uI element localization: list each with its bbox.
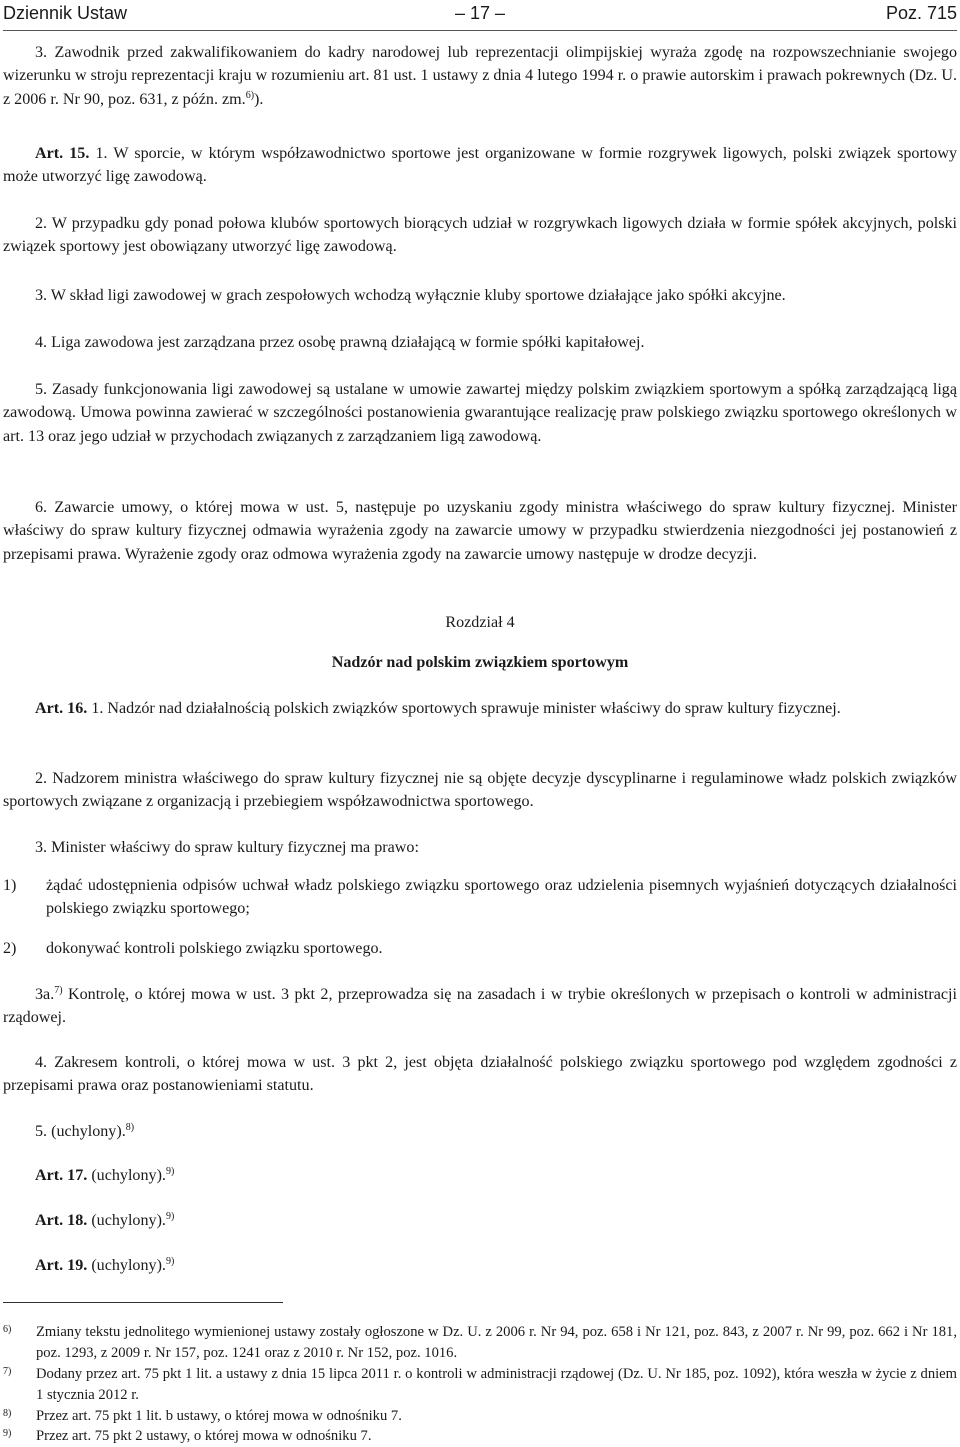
footnote-ref-7[interactable]: 7) bbox=[54, 985, 63, 996]
art15-paragraph-2: 2. W przypadku gdy ponad połowa klubów sportowych biorących udział w rozgrywkach ligowych działa w formie spółek akcyjnych, polski związek sportowy jest obowiązany utworzyć ligę zawodową. bbox=[3, 215, 957, 256]
list-item-text: żądać udostępnienia odpisów uchwał władz polskiego związku sportowego oraz udzielenia pisemnych wyjaśnień dotyczących działalności polskiego związku sportowego; bbox=[46, 877, 957, 918]
art16-paragraph-5: 5. (uchylony).$^{8)}$ bbox=[35, 1122, 135, 1140]
footnote-6 bbox=[3, 1322, 957, 1363]
footnote-number: 8) bbox=[3, 1408, 12, 1419]
art18-title: Art. 18. bbox=[35, 1212, 88, 1229]
art15-paragraph-6: 6. Zawarcie umowy, o której mowa w ust. 5, następuje po uzyskaniu zgody ministra właściwego do spraw kultury fizycznej. Minister właściwy do spraw kultury fizycznej odmawia wyrażenia zgody na zawarcie umowy w przypadku stwierdzenia niezgodności jej postanowień z przepisami prawa. Wyrażenie zgody oraz odmowa wyrażenia zgody na zawarcie umowy następuje w drodze decyzji. bbox=[3, 499, 957, 563]
art16-paragraph-3a: 3a.$^{7)}$ Kontrolę, o której mowa w ust. 3 pkt 2, przeprowadza się na zasadach i w trybie określonych w przepisach o kontroli w administracji rządowej. bbox=[3, 985, 957, 1027]
art19-repealed: Art. 19. (uchylony).$^{9)}$ bbox=[35, 1256, 175, 1274]
footnote-text: Przez art. 75 pkt 1 lit. b ustawy, o której mowa w odnośniku 7. bbox=[36, 1408, 402, 1424]
page-header bbox=[3, 0, 957, 31]
footnote-text: Przez art. 75 pkt 2 ustawy, o której mowa w odnośniku 7. bbox=[36, 1428, 372, 1444]
art14-paragraph-3: 3. Zawodnik przed zakwalifikowaniem do kadry narodowej lub reprezentacji olimpijskiej wyraża zgodę na rozpowszechnianie swojego wizerunku w stroju reprezentacji kraju w rozumieniu art. 81 ust. 1 ustawy z dnia 4 lutego 1994 r. o prawie autorskim i prawach pokrewnych (Dz. U. z 2006 r. Nr 90, poz. 631, z późn. zm.$^{6)}$). bbox=[3, 44, 957, 108]
list-item bbox=[3, 937, 957, 960]
art16-paragraph-4: 4. Zakresem kontroli, o której mowa w ust. 3 pkt 2, jest objęta działalność polskiego związku sportowego pod względem zgodności z przepisami prawa oraz postanowieniami statutu. bbox=[3, 1054, 957, 1095]
footnote-ref-6[interactable]: 6) bbox=[245, 89, 255, 101]
position-number: Poz. 715 bbox=[885, 3, 957, 23]
journal-name: Dziennik Ustaw bbox=[3, 3, 128, 23]
footnote-ref-9[interactable]: 9) bbox=[165, 1211, 175, 1222]
footnote-divider bbox=[3, 1302, 283, 1303]
chapter-title: Nadzór nad polskim związkiem sportowym bbox=[331, 654, 629, 671]
footnote-ref-9[interactable]: 9) bbox=[165, 1166, 175, 1177]
footnote-9 bbox=[3, 1426, 957, 1447]
art15-paragraph-1: Art. 15. 1. W sporcie, w którym współzawodnictwo sportowe jest organizowane w formie rozgrywek ligowych, polski związek sportowy może utworzyć ligę zawodową. bbox=[3, 145, 957, 186]
list-item-number: 1) bbox=[3, 877, 17, 894]
footnote-7 bbox=[3, 1364, 957, 1405]
list-item-text: dokonywać kontroli polskiego związku sportowego. bbox=[46, 940, 383, 957]
footnote-8 bbox=[3, 1406, 957, 1427]
art16-paragraph-2: 2. Nadzorem ministra właściwego do spraw kultury fizycznej nie są objęte decyzje dyscyplinarne i regulaminowe władz polskich związków sportowych związane z organizacją i przebiegiem współzawodnictwa sportowego. bbox=[3, 770, 957, 811]
art15-title: Art. 15. bbox=[35, 145, 90, 162]
art16-paragraph-3: 3. Minister właściwy do spraw kultury fizycznej ma prawo: bbox=[35, 839, 419, 856]
footnote-ref-9[interactable]: 9) bbox=[165, 1256, 175, 1267]
list-item-number: 2) bbox=[3, 940, 17, 957]
footnote-text: Dodany przez art. 75 pkt 1 lit. a ustawy z dnia 15 lipca 2011 r. o kontroli w administracji rządowej (Dz. U. Nr 185, poz. 1092), która weszła w życie z dniem 1 stycznia 2012 r. bbox=[36, 1366, 957, 1403]
art19-title: Art. 19. bbox=[35, 1257, 88, 1274]
art16-title: Art. 16. bbox=[35, 700, 88, 717]
art15-paragraph-3: 3. W skład ligi zawodowej w grach zespołowych wchodzą wyłącznie kluby sportowe działające jako spółki akcyjne. bbox=[35, 287, 786, 304]
art16-paragraph-1: Art. 16. 1. Nadzór nad działalnością polskich związków sportowych sprawuje minister właściwy do spraw kultury fizycznej. bbox=[35, 700, 841, 717]
art18-repealed: Art. 18. (uchylony).$^{9)}$ bbox=[35, 1211, 175, 1229]
list-item bbox=[3, 874, 957, 921]
footnote-text: Zmiany tekstu jednolitego wymienionej ustawy zostały ogłoszone w Dz. U. z 2006 r. Nr 94, poz. 658 i Nr 121, poz. 843, z 2007 r. Nr 99, poz. 662 i Nr 181, poz. 1293, z 2009 r. Nr 157, poz. 1241 oraz z 2010 r. Nr 152, poz. 1016. bbox=[36, 1324, 957, 1361]
footnote-number: 9) bbox=[3, 1428, 12, 1439]
art15-paragraph-5: 5. Zasady funkcjonowania ligi zawodowej są ustalane w umowie zawartej między polskim związkiem sportowym a spółką zarządzającą ligą zawodową. Umowa powinna zawierać w szczególności postanowienia gwarantujące realizację praw polskiego związku sportowego określonych w art. 13 oraz jego udział w przychodach związanych z zarządzaniem ligą zawodową. bbox=[3, 381, 957, 445]
footnote-ref-8[interactable]: 8) bbox=[125, 1122, 135, 1133]
art17-repealed: Art. 17. (uchylony).$^{9)}$ bbox=[35, 1166, 175, 1184]
footnote-number: 6) bbox=[3, 1324, 12, 1335]
page-number: – 17 – bbox=[454, 3, 506, 23]
art15-paragraph-4: 4. Liga zawodowa jest zarządzana przez osobę prawną działającą w formie spółki kapitałowej. bbox=[35, 334, 645, 351]
art17-title: Art. 17. bbox=[35, 1167, 88, 1184]
chapter-label: Rozdział 4 bbox=[445, 614, 515, 631]
footnote-number: 7) bbox=[3, 1366, 12, 1377]
